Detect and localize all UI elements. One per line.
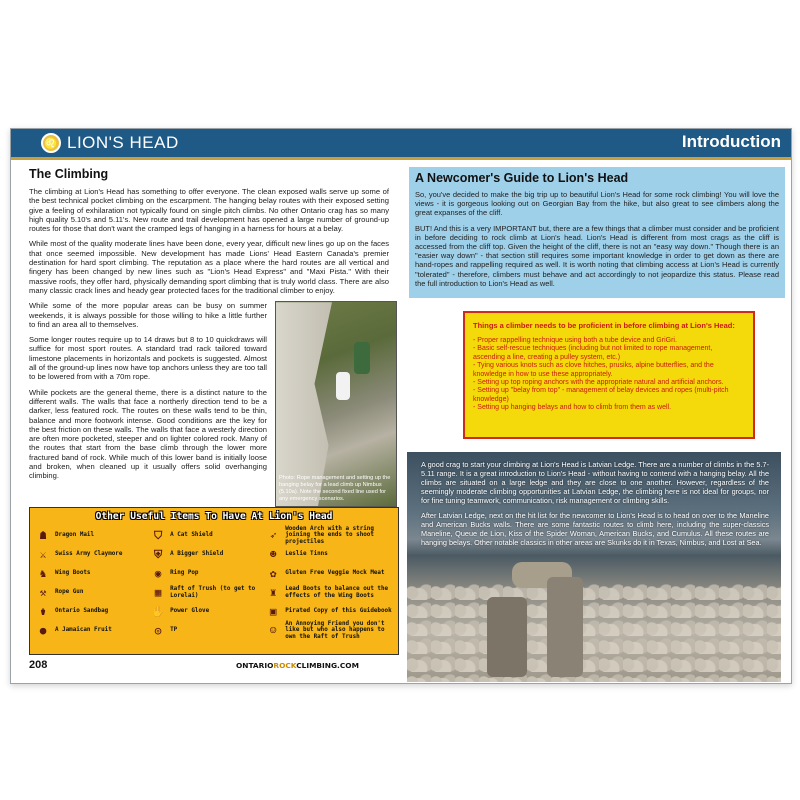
power-glove-icon: ✋ [151,604,165,618]
veggie-meat-icon: ✿ [269,566,277,580]
gear-label: Swiss Army Claymore [55,551,123,558]
bay-text [421,460,769,553]
toilet-paper-icon: ◎ [154,623,162,637]
gear-item [151,564,262,583]
page-number: 208 [29,659,48,671]
gear-item [266,545,394,564]
guidebook-spread [10,128,792,684]
climbing-paragraph-2: While most of the quality moderate lines have been done, every year, difficult new lines go up on the faces that once seemed impossible. New development has made Lions' Head Eastern Canada's premier destination for hard sport climbing. The reputation as a place where the hard routes are all vertical and fingery has been changed by new lines such as "Lion's Head Express" and "Maxi Pista." With their massive roofs, they offer hard, physically demanding sport climbing that is truly world class. There are also many classic crack lines and heady gear protected faces for the traditional climber to enjoy. [29,239,389,295]
gear-label: Ring Pop [170,570,199,577]
ring-pop-icon: ◉ [154,566,162,580]
gear-label: Power Glove [170,608,210,615]
gear-label: An Annoying Friend you don't like but who also happens to own the Raft of Trush [285,620,385,640]
gear-label: Gluten Free Veggie Mock Meat [285,570,385,577]
bigger-shield-icon: ⛨ [153,547,163,561]
gear-label: Pirated Copy of this Guidebook [285,608,392,615]
raft-icon: ▦ [154,585,162,599]
georgian-bay-photo [407,452,781,682]
proficiency-box [463,311,755,439]
gear-item [266,583,394,602]
gear-title: Other Useful Items To Have At Lion's Head [95,511,333,522]
leslie-tinns-icon: ☻ [269,547,277,561]
climber-figure [336,372,350,400]
gear-label: Ontario Sandbag [55,608,109,615]
gear-item [36,545,147,564]
list-item: - Basic self-rescue techniques (including but not limited to rope management, ascending a line, creating a pulley system, etc.) [473,345,713,361]
guide-paragraph-2: BUT! And this is a very IMPORTANT but, there are a few things that a climber must consider and be proficient in before deciding to rock climb at Lion's head. Lion's Head is different from most crags as the cliff is accessed from the cliff top. Given the height of the cliff, there is not an "easy way down." Though there is an "easier way down" - that section still requires some important knowledge in order to get down as there are hand-ropes and rappelling required as well. It is worth noting that climbing access at Lion's Head is currently "tolerated" - therefore, climbers must behave and act accordingly to not jeopardize this status. Please read the full introduction to Lion's Head as well. [415,223,779,288]
gear-item [266,526,394,545]
gear-label: Wooden Arch with a string joining the ends to shoot projectiles [285,525,374,545]
gear-label: Leslie Tinns [285,551,328,558]
site-part-3: CLIMBING.COM [296,661,359,670]
cairn-right-stone [547,577,583,677]
gear-item [36,564,147,583]
gear-label: A Jamaican Fruit [55,627,112,634]
gear-item [151,583,262,602]
gear-label: Raft of Trush (to get to Lorelai) [170,585,256,599]
gear-item [151,526,262,545]
gear-label: Dragon Mail [55,532,95,539]
belayer-figure [354,342,370,374]
fruit-icon: ● [39,623,47,637]
annoying-friend-icon: ☺ [269,623,277,637]
climbing-column [29,167,391,503]
gear-item [151,545,262,564]
climbing-paragraph-5: While pockets are the general theme, there is a distinct nature to the different walls. The walls that face a northerly direction tend to be a darker, less featured rock. The routes on these walls tend to be thin, balance and more footwork intense. Good conditions are the key for the best friction on these walls. The walls that face a westerly direction are often more pocketed, steeper and on lighter colored rock. Many of the routes that start from the base climb through the lower more fractured band of rock. While much of this lower band is initially loose and broken, when cleaned up it usually offers solid overhanging climbing. [29,387,267,481]
gear-item [36,621,147,640]
gear-label: Wing Boots [55,570,91,577]
list-item: - Setting up top roping anchors with the appropriate natural and artificial anchors. [473,379,724,387]
newcomer-guide-box [409,167,785,298]
proficiency-list [473,337,745,413]
gear-item [36,526,147,545]
sandbag-icon: ⚱ [39,604,47,618]
header-banner [11,129,791,160]
list-item: - Tying various knots such as clove hitches, prusiks, alpine butterflies, and the knowledge in how to use these appropriately. [473,362,714,378]
gear-label: TP [170,627,178,634]
guide-heading: A Newcomer's Guide to Lion's Head [415,171,629,185]
gear-list [36,526,394,652]
climbing-paragraph-4: Some longer routes require up to 14 draws but 8 to 10 quickdraws will suffice for most sport routes. A standard trad rack tailored toward limestone placements in horizontals and pockets is suggested. Almost all of the ground-up lines now have top anchors unless they are too tall to be lowered from with a 70m rope. [29,335,267,382]
other-useful-items-box [29,507,399,655]
list-item: - Setting up hanging belays and how to climb from them as well. [473,404,672,412]
climbing-photo-wrap [29,301,391,503]
gear-item [266,564,394,583]
gear-item [151,621,262,640]
lions-head-logo [41,133,179,153]
dragon-mail-icon: ☗ [39,528,47,542]
climbing-paragraph-1: The climbing at Lion's Head has something to offer everyone. The clean exposed walls serve up some of the best technical pocket climbing on the escarpment. The hanging belay routes with their exposed setting give a feeling of exhilaration not typically found on single pitch climbs. No other Ontario crag has so many high quality 5.10's and 5.11's. New route and trail development has opened a large number of ground-up routes for those that don't want the cramped legs of hanging in a harness for hours at a belay. [29,187,389,234]
shore-stones [407,582,781,682]
cairn-left-stone [487,597,527,677]
gear-item [36,602,147,621]
climbing-paragraph-3: While some of the more popular areas can be busy on summer weekends, it is always possible for those willing to hike a little further to find an area all to themselves. [29,301,267,329]
gear-item [266,621,394,640]
site-part-1: ONTARIO [236,661,274,670]
bow-icon: ➶ [269,528,277,542]
claymore-icon: ⚔ [39,547,47,561]
bay-paragraph-2: After Latvian Ledge, next on the hit list for the newcomer to Lion's Head is to head on over to the Maneline and American Bucks walls. There are some fantastic routes to climb here, including the super-classics Maneline, Queue de Lion, Kiss of the Spider Woman, American Bucks, and Cumulus. All these routes are hanging belays. Other notable classics in other areas are Skunks do it in Texas, Nimbus, and Lost at Sea. [421,511,769,547]
climbing-heading: The Climbing [29,167,109,181]
photo-caption: Photo: Rope management and setting up the hanging belay for a lead climb up Nimbus (5.10a). Note the second fixed line used for any emergency scenarios. [279,475,391,503]
guide-paragraph-1: So, you've decided to make the big trip up to beautiful Lion's Head for some rock climbing! You will love the views - it is gorgeous looking out on Georgian Bay from the hike, but also great to see climbers along the great expanses of the cliff. [415,190,779,218]
list-item: - Proper rappelling technique using both a tube device and GriGri. [473,337,677,344]
gear-label: Rope Gun [55,589,84,596]
gear-item [151,602,262,621]
bay-paragraph-1: A good crag to start your climbing at Lion's Head is Latvian Ledge. There are a number of climbs in the 5.7-5.11 range. It is a great introduction to Lion's Head - without having to contend with a hanging belay. All the climbs are situated on a large ledge and they are close to one another. However, regardless of the seemingly moderate climbing opportunities at Latvian Ledge, the climbing here is not ideal for groups, nor for fine tuning teamwork, communication, risk management or climbing skills. [421,460,769,505]
cat-shield-icon: ⛉ [153,528,163,542]
gear-label: A Bigger Shield [170,551,224,558]
gear-label: A Cat Shield [170,532,213,539]
wing-boots-icon: ♞ [39,566,47,580]
gear-label: Lead Boots to balance out the effects of the Wing Boots [285,585,389,599]
proficiency-heading: Things a climber needs to be proficient in before climbing at Lion's Head: [473,321,735,330]
logo-text: LION'S HEAD [67,133,179,152]
site-part-2: ROCK [273,661,297,670]
guide-column [409,167,785,298]
climbing-photo [275,301,397,507]
guidebook-icon: ▣ [269,604,277,618]
lion-crest-icon: ♌ [41,133,61,153]
section-title: Introduction [681,132,781,151]
lead-boots-icon: ♜ [269,585,277,599]
list-item: - Setting up "belay from top" - management of belay devices and ropes (multi-pitch knowledge) [473,387,729,403]
rope-gun-icon: ⚒ [39,585,47,599]
website-footer [236,661,359,670]
gear-item [266,602,394,621]
gear-item [36,583,147,602]
